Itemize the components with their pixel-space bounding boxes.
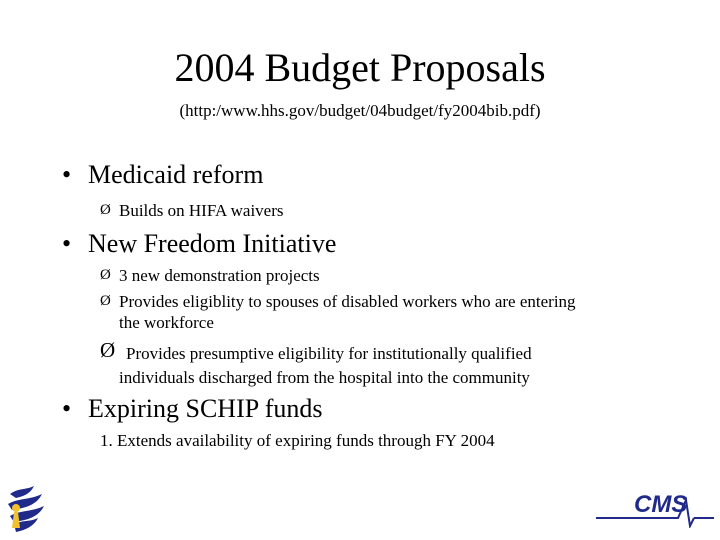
bullet-label: Expiring SCHIP funds	[88, 394, 323, 423]
hhs-logo-icon	[4, 484, 48, 534]
arrow-marker: Ø	[100, 338, 116, 362]
slide-subtitle: (http:/www.hhs.gov/budget/04budget/fy2004bib.pdf)	[179, 101, 541, 120]
number-marker: 1.	[100, 431, 113, 450]
bullet-label: Medicaid reform	[88, 160, 264, 189]
arrow-marker: Ø	[100, 293, 111, 309]
numbered-item	[100, 430, 495, 451]
bullet-medicaid-reform	[62, 160, 263, 190]
slide-title: 2004 Budget Proposals	[174, 45, 546, 90]
bullet-marker: •	[62, 394, 72, 423]
bullet-expiring-schip-funds	[62, 394, 323, 424]
svg-text:CMS: CMS	[634, 491, 688, 518]
arrow-marker: Ø	[100, 267, 111, 283]
sub-bullet-text: Provides presumptive eligibility for institutionally qualified	[126, 344, 532, 363]
sub-bullet-text: Provides eligiblity to spouses of disabled workers who are entering	[119, 292, 576, 311]
bullet-label: New Freedom Initiative	[88, 229, 337, 258]
sub-bullet-text-continued: individuals discharged from the hospital into the community	[119, 368, 530, 387]
bullet-marker: •	[62, 229, 72, 258]
cms-logo-icon	[594, 488, 716, 528]
bullet-marker: •	[62, 160, 72, 189]
arrow-marker: Ø	[100, 202, 111, 218]
bullet-new-freedom-initiative	[62, 229, 336, 259]
sub-bullet-text: 3 new demonstration projects	[119, 266, 320, 285]
sub-bullet-text: Builds on HIFA waivers	[119, 201, 284, 220]
numbered-item-text: Extends availability of expiring funds through FY 2004	[117, 431, 495, 450]
sub-bullet-text-continued: the workforce	[119, 313, 214, 332]
